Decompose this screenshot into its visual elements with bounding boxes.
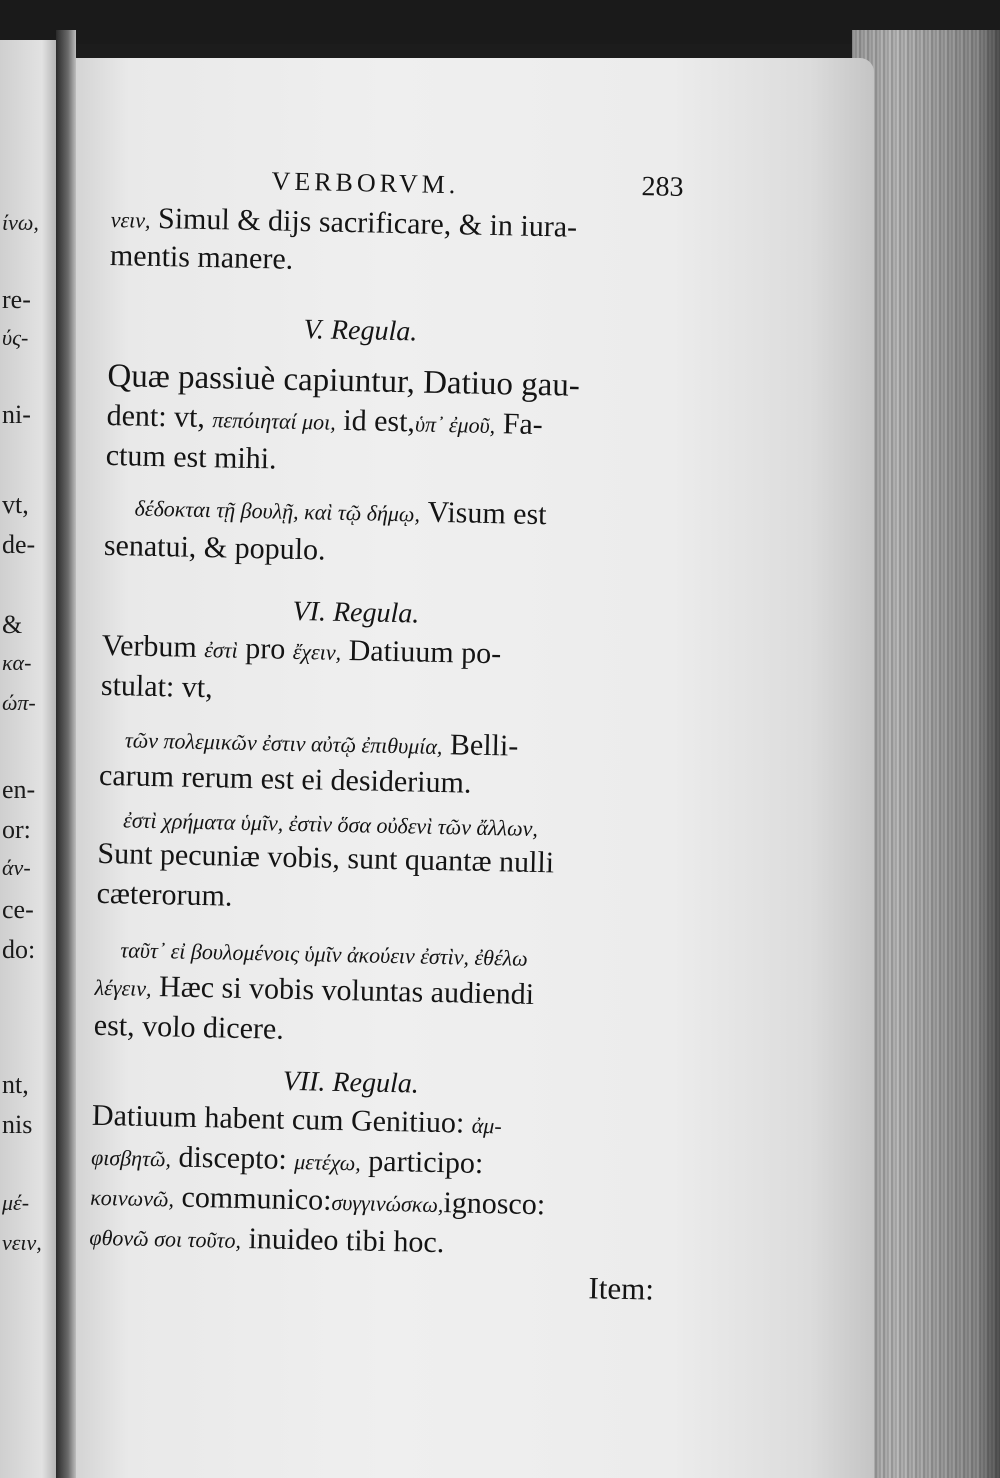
rule-heading: VII. Regula. [282,1065,420,1100]
left-fragment: do: [2,935,36,964]
greek-text: νειν, [110,206,151,233]
greek-text: ἔχειν, [292,638,342,665]
left-fragment: μέ- [2,1190,30,1215]
text-line: Sunt pecuniæ vobis, sunt quantæ nulli [97,836,555,880]
text-line: ctum est mihi. [105,438,277,476]
latin-text: participo: [367,1144,484,1180]
text-line [89,1218,445,1263]
left-fragment: ύς- [2,325,29,350]
text-line: senatui, & populo. [103,528,326,567]
left-fragment: vt, [2,490,29,519]
latin-text: ignosco: [443,1186,546,1222]
text-line: carum rerum est ei desiderium. [98,758,472,800]
left-fragment: κα- [2,650,32,675]
latin-text: Belli- [449,728,519,763]
latin-text: Fa- [502,407,544,442]
latin-text: Simul & dijs sacrificare, & in iura- [157,201,578,244]
greek-text: ἐστὶ [203,637,239,663]
greek-text: τῶν πολεμικῶν ἐστιν αὐτῷ ἐπιθυμία, [124,727,443,760]
text-line: mentis manere. [109,238,294,276]
running-head: VERBORVM. [271,166,460,200]
left-fragment: nt, [2,1070,29,1099]
latin-text: Hæc si vobis voluntas audiendi [158,970,535,1012]
greek-text: φισβητῶ, [90,1144,172,1172]
left-fragment: or: [2,815,31,844]
left-fragment: & [2,610,23,639]
rule-heading: VI. Regula. [292,595,420,630]
left-fragment: ce- [2,895,34,924]
greek-text: φθονῶ σοι τοῦτο, [89,1224,242,1253]
text-line: stulat: vt, [100,668,213,705]
greek-text: μετέχω, [294,1149,362,1176]
left-fragment: νειν, [2,1230,42,1255]
left-fragment: άν- [2,855,31,880]
latin-text: Datiuum habent cum Genitiuo: [91,1098,465,1140]
latin-text: Datiuum po- [348,634,502,671]
latin-text: Visum est [427,495,547,532]
latin-text: dent: vt, [106,398,206,434]
text-line: Quæ passiuè capiuntur, Datiuo gau- [107,357,581,404]
left-fragment: en- [2,775,36,804]
left-fragment: ώπ- [2,690,36,715]
greek-text: πεπόιηταί μοι, [212,407,337,435]
rule-heading: V. Regula. [303,314,418,348]
latin-text: Verbum [101,628,198,664]
left-fragment: ni- [2,400,31,429]
left-fragment: nis [2,1110,33,1139]
book-gutter [56,30,76,1478]
latin-text: pro [244,631,286,666]
latin-text: id est, [343,403,416,439]
latin-text: communico: [181,1180,332,1217]
text-line: est, volo dicere. [93,1008,285,1046]
greek-text: ἀμ- [471,1112,502,1139]
text-line: cæterorum. [96,876,233,913]
greek-text: λέγειν, [94,974,152,1002]
latin-text: discepto: [178,1140,288,1176]
left-fragment: de- [2,530,36,559]
greek-text: κοινωνῶ, [90,1184,175,1212]
background-top [0,0,1000,44]
page-number: 283 [641,171,684,203]
left-fragment: re- [2,285,31,314]
catchword: Item: [588,1270,655,1307]
greek-text: ὑπ᾽ ἐμοῦ, [414,411,496,439]
latin-text: inuideo tibi hoc. [248,1222,445,1260]
greek-text: ἐστὶ χρήματα ὑμῖν, ἐστὶν ὅσα οὐδενὶ τῶν ἄλλων, [122,807,539,842]
left-fragment: ίνω, [2,210,39,235]
greek-text: δέδοκται τῇ βουλῇ, καὶ τῷ δήμῳ, [134,495,421,527]
greek-text: συγγινώσκω, [331,1189,444,1218]
page-edge-shadow [852,30,1000,1478]
greek-text: ταῦτ᾽ εἰ βουλομένοις ὑμῖν ἀκούειν ἐστὶν, ἐθέλω [120,937,528,971]
